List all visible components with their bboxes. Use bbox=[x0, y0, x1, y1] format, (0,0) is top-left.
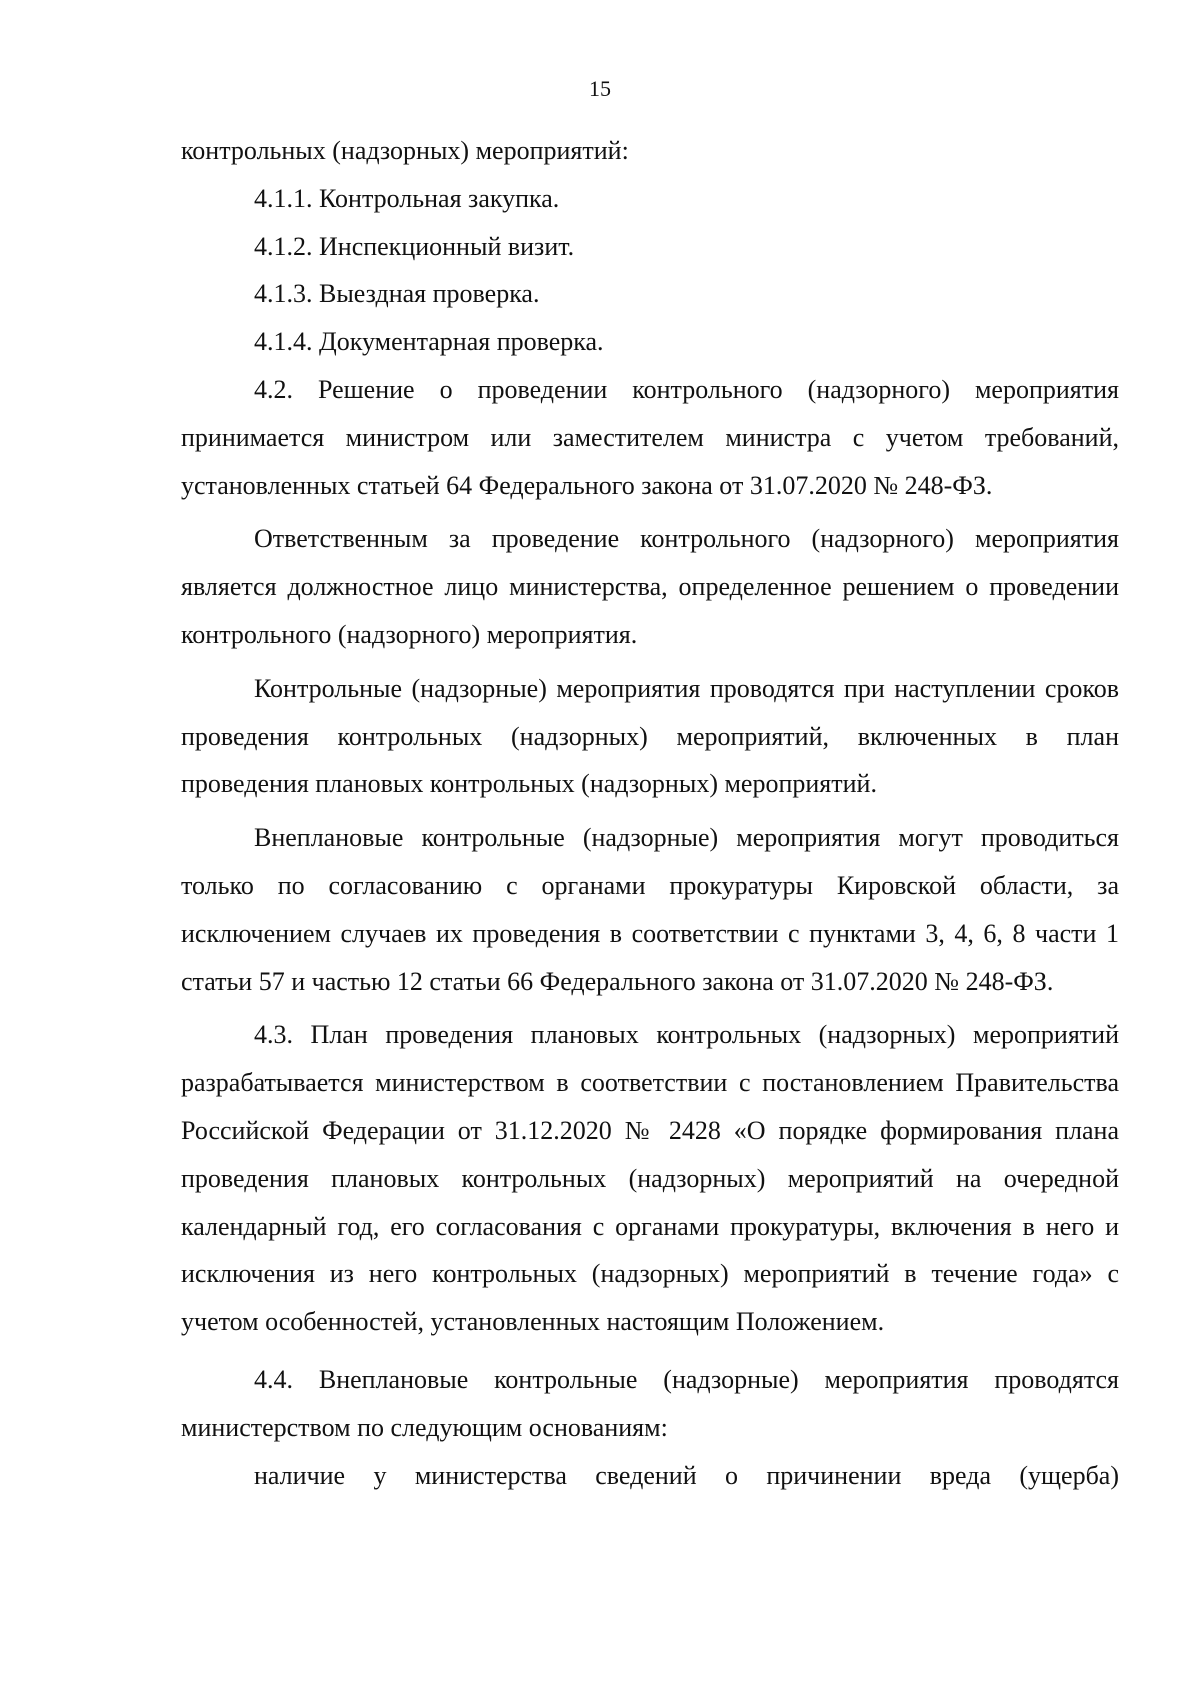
paragraph-continuation: контрольных (надзорных) мероприятий: bbox=[181, 136, 629, 165]
paragraph-grounds-harm: наличие у министерства сведений о причинении вреда (ущерба) bbox=[254, 1460, 1119, 1490]
list-item-4-1-2: 4.1.2. Инспекционный визит. bbox=[254, 231, 575, 261]
clause-4-2: 4.2. Решение о проведении контрольного (надзорного) мероприятия принимается министром или заместителем министра с учетом требований, установленных статьей 64 Федерального закона от 31.07.2020 № 248-ФЗ. bbox=[181, 374, 1119, 500]
page-number: 15 bbox=[589, 76, 611, 101]
paragraph-scheduled-measures: Контрольные (надзорные) мероприятия проводятся при наступлении сроков проведения контрольных (надзорных) мероприятий, включенных в план проведения плановых контрольных (надзорных) мероприятий. bbox=[181, 673, 1119, 799]
paragraph-responsible-official: Ответственным за проведение контрольного (надзорного) мероприятия является должностное лицо министерства, определенное решением о проведении контрольного (надзорного) мероприятия. bbox=[181, 524, 1119, 649]
document-body bbox=[181, 127, 1119, 1499]
list-item-4-1-3: 4.1.3. Выездная проверка. bbox=[254, 279, 540, 309]
clause-4-4: 4.4. Внеплановые контрольные (надзорные) мероприятия проводятся министерством по следующим основаниям: bbox=[181, 1364, 1119, 1442]
clause-4-3: 4.3. План проведения плановых контрольных (надзорных) мероприятий разрабатывается министерством в соответствии с постановлением Правительства Российской Федерации от 31.12.2020 № 2428 «О порядке формирования плана проведения плановых контрольных (надзорных) мероприятий на очередной календарный год, его согласования с органами прокуратуры, включения в него и исключения из него контрольных (надзорных) мероприятий в течение года» с учетом особенностей, установленных настоящим Положением. bbox=[181, 1020, 1119, 1337]
paragraph-unscheduled-measures: Внеплановые контрольные (надзорные) мероприятия могут проводиться только по согласованию с органами прокуратуры Кировской области, за исключением случаев их проведения в соответствии с пунктами 3, 4, 6, 8 части 1 статьи 57 и частью 12 статьи 66 Федерального закона от 31.07.2020 № 248-ФЗ. bbox=[181, 823, 1119, 996]
list-item-4-1-4: 4.1.4. Документарная проверка. bbox=[254, 327, 604, 357]
list-item-4-1-1: 4.1.1. Контрольная закупка. bbox=[254, 183, 560, 213]
